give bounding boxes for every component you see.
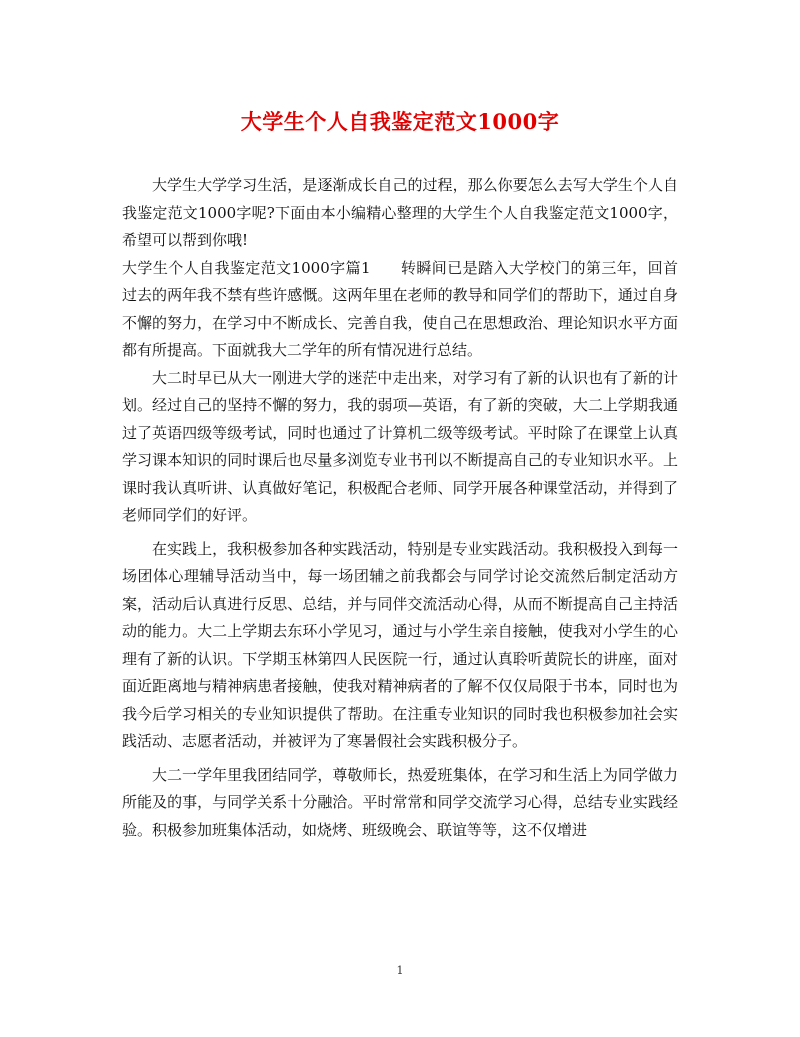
page-number: 1 <box>396 964 404 977</box>
section-heading: 大学生个人自我鉴定范文1000字篇1 <box>122 258 371 277</box>
document-title: 大学生个人自我鉴定范文1000字 <box>240 109 560 134</box>
body-paragraph-3: 大二一学年里我团结同学，尊敬师长，热爱班集体，在学习和生活上为同学做力所能及的事，与同学关系十分融洽。平时常常和同学交流学习心得，总结专业实践经验。积极参加班集体活动，如烧烤、班级晚会、联谊等等，这不仅增进 <box>122 765 678 839</box>
intro-paragraph: 大学生大学学习生活，是逐渐成长自己的过程，那么你要怎么去写大学生个人自我鉴定范文1000字呢?下面由本小编精心整理的大学生个人自我鉴定范文1000字，希望可以帮到你哦! <box>122 176 678 249</box>
document-body <box>122 172 678 844</box>
body-paragraph-1: 大二时早已从大一刚进大学的迷茫中走出来，对学习有了新的认识也有了新的计划。经过自己的坚持不懈的努力，我的弱项—英语，有了新的突破，大二上学期我通过了英语四级等级考试，同时也通过了计算机二级等级考试。平时除了在课堂上认真学习课本知识的同时课后也尽量多浏览专业书刊以不断提高自己的专业知识水平。上课时我认真听讲、认真做好笔记，积极配合老师、同学开展各种课堂活动，并得到了老师同学们的好评。 <box>122 368 678 524</box>
section-paragraph <box>122 255 678 365</box>
section-first-text: 转瞬间已是踏入大学校门的第三年，回首过去的两年我不禁有些许感慨。这两年里在老师的教导和同学们的帮助下，通过自身不懈的努力，在学习中不断成长、完善自我，使自己在思想政治、理论知识水平方面都有所提高。下面就我大二学年的所有情况进行总结。 <box>122 258 678 359</box>
body-paragraph-2: 在实践上，我积极参加各种实践活动，特别是专业实践活动。我积极投入到每一场团体心理辅导活动当中，每一场团辅之前我都会与同学讨论交流然后制定活动方案，活动后认真进行反思、总结，并与同伴交流活动心得，从而不断提高自己主持活动的能力。大二上学期去东环小学见习，通过与小学生亲自接触，使我对小学生的心理有了新的认识。下学期玉林第四人民医院一行，通过认真聆听黄院长的讲座，面对面近距离地与精神病患者接触，使我对精神病者的了解不仅仅局限于书本，同时也为我今后学习相关的专业知识提供了帮助。在注重专业知识的同时我也积极参加社会实践活动、志愿者活动，并被评为了寒暑假社会实践积极分子。 <box>122 539 678 750</box>
